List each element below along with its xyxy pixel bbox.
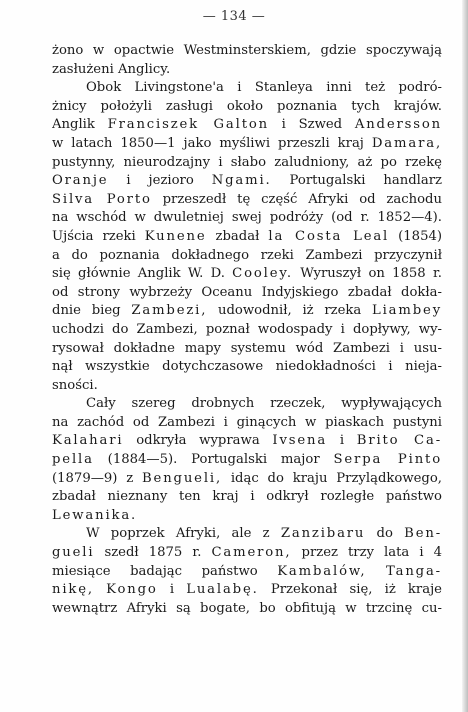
text-segment: nął wszystkie dotychczasowe niedokładności i nieja- [52, 359, 442, 375]
text-line [52, 116, 442, 135]
text-line [52, 61, 442, 80]
text-segment: Ujścia rzeki [52, 228, 145, 244]
text-line [52, 600, 442, 619]
spaced-name: nikę, [52, 582, 94, 598]
text-line [52, 414, 442, 433]
text-segment: od strony wybrzeży Oceanu Indyjskiego zbadał dokła- [52, 284, 442, 300]
text-line [52, 377, 442, 396]
text-line [52, 470, 442, 489]
text-line [52, 581, 442, 600]
text-segment: (1884—5). Portugalski major [93, 452, 334, 468]
text-line [52, 42, 442, 61]
spaced-name: Cameron, [211, 545, 292, 561]
text-segment: W poprzek Afryki, ale z [86, 526, 281, 542]
text-line [52, 247, 442, 266]
spaced-name: Damara, [371, 135, 442, 151]
spaced-name: Franciszek Galton [107, 117, 269, 133]
text-line [52, 395, 442, 414]
text-segment: a do poznania dokładnego rzeki Zambezi przyczynił [52, 247, 442, 263]
text-segment: żono w opactwie Westminsterskiem, gdzie spoczywają [52, 43, 442, 58]
text-line [52, 525, 442, 544]
spaced-name: Silva Porto [52, 191, 152, 207]
text-segment: zbadał [206, 228, 269, 244]
text-line [52, 154, 442, 173]
text-segment: sności. [52, 377, 98, 393]
spaced-name: pella [52, 452, 94, 468]
text-line [52, 432, 442, 451]
text-segment: (1879—9) z [52, 470, 143, 486]
text-segment: w latach 1850—1 jako myśliwi przeszli kraj [52, 135, 372, 151]
spaced-name: Serpa Pinto [333, 452, 442, 468]
text-line [52, 228, 442, 247]
spaced-name: gueli [52, 545, 95, 561]
text-segment: dnie bieg [52, 303, 132, 319]
spaced-name: Zambezi, [131, 303, 208, 319]
text-segment: zasłużeni Anglicy. [52, 61, 171, 77]
text-line [52, 302, 442, 321]
text-segment: i [157, 582, 187, 598]
spaced-name: Benguelі, [142, 470, 223, 486]
text-segment: (1854) [389, 228, 442, 244]
text-line [52, 265, 442, 284]
text-line [52, 79, 442, 98]
spaced-name: Ben- [404, 526, 442, 542]
text-line [52, 451, 442, 470]
text-segment: Portugalski handlarz [271, 173, 442, 189]
spaced-name: Ngami. [211, 173, 272, 189]
text-line [52, 340, 442, 359]
text-line [52, 284, 442, 303]
text-segment: Cały szereg drobnych rzeczek, wypływających [86, 396, 442, 412]
text-segment: na wschód w dwuletniej swej podróży (od r. 1852—4). [52, 210, 442, 226]
spaced-name: Lualabę. [186, 582, 259, 598]
text-segment: przeszedł tę część Afryki od zachodu [151, 191, 442, 207]
text-segment: Wyruszył on 1858 r. [292, 266, 442, 282]
text-line [52, 135, 442, 154]
text-segment: się głównie Anglik W. D. [52, 266, 233, 282]
text-segment: Obok Livingstone'a i Stanleya inni też podró- [86, 80, 442, 96]
text-line [52, 488, 442, 507]
text-segment: rysował dokładne mapy systemu wód Zambezi i usu- [52, 340, 442, 356]
text-line [52, 172, 442, 191]
text-segment: miesiące badając państwo [52, 563, 278, 579]
spaced-name: Cooley. [232, 266, 293, 282]
page-number-header: — 134 — [202, 9, 266, 24]
text-segment: i Szwed [268, 117, 355, 133]
text-segment: odkryła wyprawa [123, 433, 273, 449]
page-edge-shadow [462, 0, 468, 712]
text-segment: udowodnił, iż rzeka [207, 303, 373, 319]
text-segment: Przekonał się, iż kraje [258, 582, 442, 598]
text-segment: żnicy położyli zasługi około poznania tych krajów. [52, 98, 442, 114]
spaced-name: Liambey [372, 303, 442, 319]
text-segment: na zachód od Zambezi i ginących w piaskach pustyni [52, 414, 442, 430]
text-segment: uchodzi do Zambezi, poznał wodospady i dopływy, wy- [52, 321, 442, 337]
spaced-name: Andersson [354, 117, 442, 133]
spaced-name: Oranje [52, 173, 109, 189]
text-line [52, 358, 442, 377]
text-line [52, 321, 442, 340]
text-segment: pustynny, nieurodzajny i słabo zaludniony, aż po rzekę [52, 154, 442, 170]
text-segment: i jezioro [108, 173, 212, 189]
text-line [52, 544, 442, 563]
text-line [52, 507, 442, 526]
text-segment: do [365, 526, 405, 542]
spaced-name: Kalahari [52, 433, 124, 449]
text-segment: szedł 1875 r. [94, 545, 212, 561]
text-segment [94, 582, 106, 597]
spaced-name: Brito Ca- [356, 433, 442, 449]
spaced-name: la Costa Leal [268, 228, 390, 244]
body-text [52, 42, 442, 618]
text-line [52, 563, 442, 582]
text-segment: idąc do kraju Przylądkowego, [222, 470, 442, 486]
spaced-name: Tanga- [386, 563, 442, 579]
text-segment: przez trzy lata i 4 [291, 545, 442, 561]
text-segment: zbadał nieznany ten kraj i odkrył rozległe państwo [52, 489, 442, 505]
spaced-name: Kambalów, [277, 563, 367, 579]
spaced-name: Zanzibaru [280, 526, 366, 542]
spaced-name: Kunene [144, 228, 207, 244]
text-segment: Anglik [52, 117, 108, 133]
text-line [52, 191, 442, 210]
text-line [52, 98, 442, 117]
spaced-name: Lewanika. [52, 507, 138, 523]
text-segment: i [327, 433, 357, 449]
text-line [52, 209, 442, 228]
text-segment: wewnątrz Afryki są bogate, bo obfitują w trzcinę cu- [52, 600, 442, 616]
spaced-name: Kongo [106, 582, 158, 598]
spaced-name: Ivsena [272, 433, 328, 449]
text-segment [366, 564, 386, 579]
